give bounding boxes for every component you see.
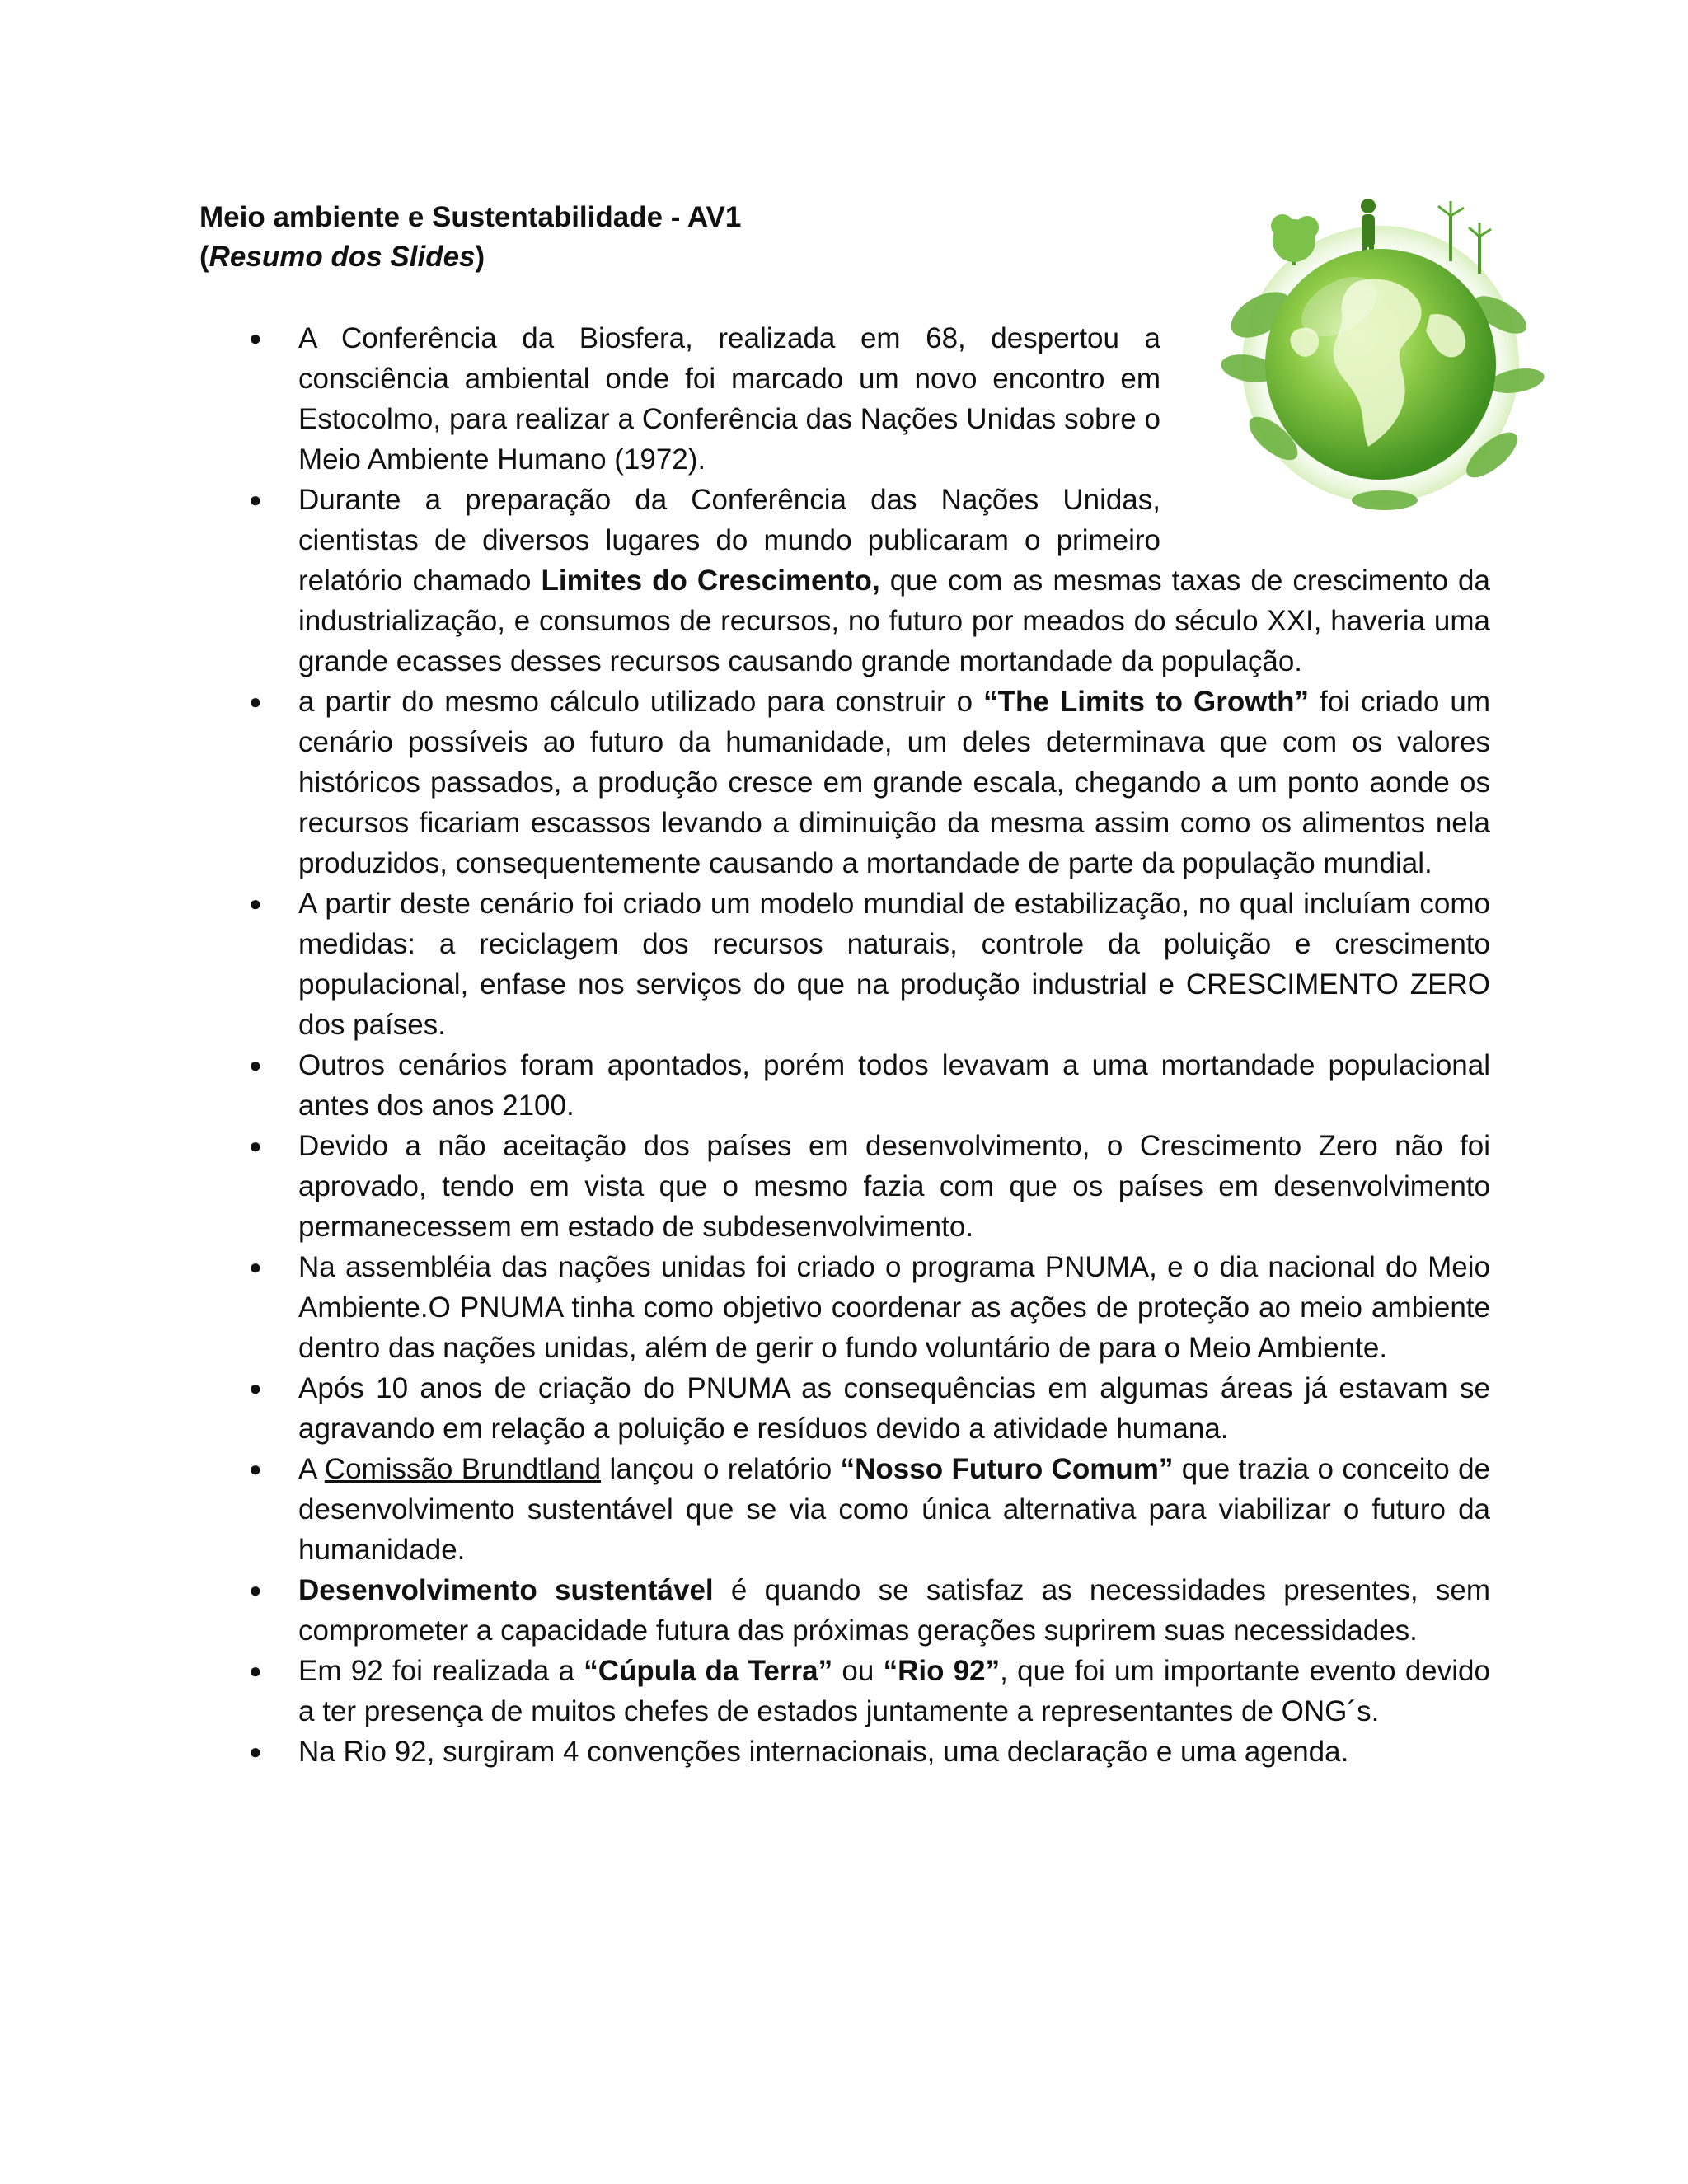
document-subtitle — [199, 237, 741, 277]
bullet-text: foi criado um cenário possíveis ao futuro da humanidade, um deles determinava que com os valores históricos passados, a produção cresce em grande escala, chegando a um ponto aonde os recursos ficariam escassos levando a diminuição da mesma assim como os alimentos nela produzidos, consequentemente causando a mortandade de parte da população mundial. — [298, 686, 1491, 879]
bold-text: “The Limits to Growth” — [983, 686, 1310, 718]
bullet-text: A — [298, 1453, 325, 1485]
bullet-text: Devido a não aceitação dos países em desenvolvimento, o Crescimento Zero não foi aprovado, tendo em vista que o mesmo fazia com que os países em desenvolvimento permanecessem em estado de subdesenvolvimento. — [298, 1130, 1490, 1243]
bullet-text: lançou o relatório — [601, 1453, 841, 1485]
bold-text: “Rio 92” — [883, 1655, 1001, 1687]
underlined-text: Comissão Brundtland — [324, 1453, 602, 1485]
document-title: Meio ambiente e Sustentabilidade - AV1 — [199, 201, 742, 233]
bullet-text: é quando se satisfaz as necessidades presentes, sem comprometer a capacidade futura das próximas gerações suprirem suas necessidades. — [298, 1574, 1490, 1647]
bullet-item — [239, 883, 1490, 1045]
bullet-text: A Conferência da Biosfera, realizada em 68, despertou a consciência ambiental onde foi marcado um novo encontro em Estocolmo, para realizar a Conferência das Nações Unidas sobre o Meio Ambiente Humano (1972). — [298, 322, 1160, 476]
bullet-text: A partir deste cenário foi criado um modelo mundial de estabilização, no qual incluíam como medidas: a reciclagem dos recursos naturais, controle da poluição e crescimento populacional, enfase nos serviços do que na produção industrial e CRESCIMENTO ZERO dos países. — [298, 888, 1490, 1041]
bullet-item — [239, 318, 1490, 480]
bullet-text: Durante a preparação da Conferência das Nações Unidas, cientistas de diversos lugares do mundo publicaram o primeiro relatório chamado — [298, 484, 1160, 597]
bullet-item — [239, 1045, 1490, 1126]
bullet-item — [239, 480, 1490, 682]
bullet-text: Em 92 foi realizada a — [298, 1655, 584, 1687]
bullet-item — [239, 1368, 1490, 1449]
bullet-text: que com as mesmas taxas de crescimento da industrialização, e consumos de recursos, no futuro por meados do século XXI, haveria uma grande ecasses desses recursos causando grande mortandade da população. — [298, 565, 1490, 677]
bullet-text: que trazia o conceito de desenvolvimento sustentável que se via como única alternativa para viabilizar o futuro da humanidade. — [298, 1453, 1491, 1566]
bullet-text: Após 10 anos de criação do PNUMA as consequências em algumas áreas já estavam se agravando em relação a poluição e resíduos devido a atividade humana. — [298, 1372, 1490, 1445]
bullet-text: , que foi um importante evento devido a ter presença de muitos chefes de estados juntamente a representantes de ONG´s. — [298, 1655, 1490, 1727]
bullet-item — [239, 1247, 1490, 1368]
bullet-item — [239, 1570, 1490, 1651]
bullet-list — [239, 318, 1490, 1772]
bullet-text: ou — [832, 1655, 884, 1687]
bullet-text: Na Rio 92, surgiram 4 convenções internacionais, uma declaração e uma agenda. — [298, 1736, 1349, 1768]
bullet-text: Na assembléia das nações unidas foi criado o programa PNUMA, e o dia nacional do Meio Ambiente.O PNUMA tinha como objetivo coordenar as ações de proteção ao meio ambiente dentro das nações unidas, além de gerir o fundo voluntário de para o Meio Ambiente. — [298, 1251, 1490, 1364]
bullet-text: a partir do mesmo cálculo utilizado para construir o — [298, 686, 984, 718]
bullet-item — [239, 1126, 1490, 1247]
title-block — [199, 198, 741, 277]
bullet-text: Outros cenários foram apontados, porém todos levavam a uma mortandade populacional antes dos anos 2100. — [298, 1049, 1490, 1122]
bold-text: “Cúpula da Terra” — [584, 1655, 833, 1687]
subtitle-open-paren: ( — [199, 241, 209, 273]
subtitle-italic-text: Resumo dos Slides — [209, 241, 476, 273]
bold-text: Desenvolvimento sustentável — [298, 1574, 714, 1606]
bullet-item — [239, 1449, 1490, 1570]
subtitle-close-paren: ) — [475, 241, 485, 273]
bullet-item — [239, 682, 1490, 883]
bold-text: “Nosso Futuro Comum” — [840, 1453, 1174, 1485]
bullet-item — [239, 1732, 1490, 1772]
bold-text: Limites do Crescimento, — [541, 565, 880, 597]
bullet-item — [239, 1651, 1490, 1732]
